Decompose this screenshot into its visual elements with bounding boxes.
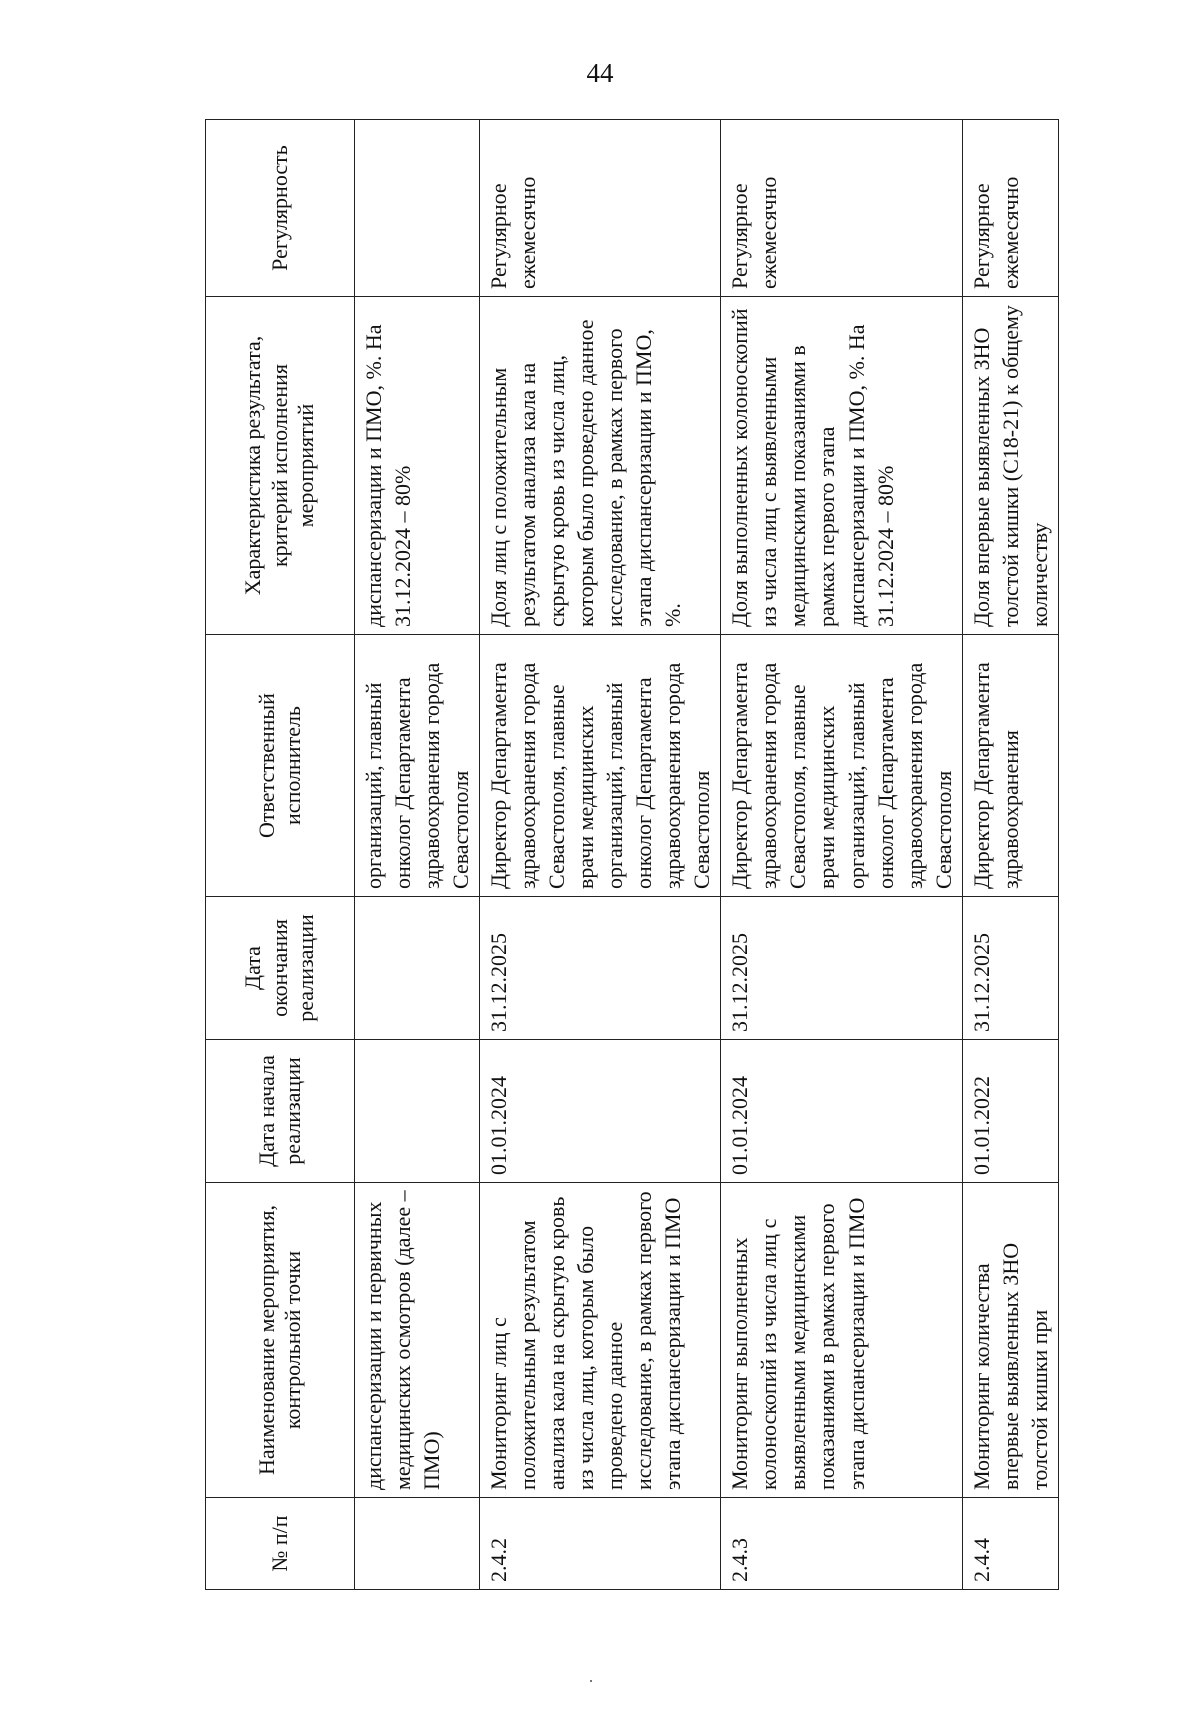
- header-result: Характеристика результата, критерий исполнения мероприятий: [206, 297, 355, 635]
- cell-number: 2.4.4: [962, 1498, 1058, 1590]
- cell-end-date: 31.12.2025: [721, 897, 962, 1040]
- cell-name: диспансеризации и первичных медицинских осмотров (далее – ПМО): [355, 1183, 480, 1498]
- cell-result: Доля лиц с положительным результатом анализа кала на скрытую кровь из числа лиц, которым было проведено данное исследование, в рамках первого этапа диспансеризации и ПМО, %.: [480, 297, 721, 635]
- cell-end-date: 31.12.2025: [480, 897, 721, 1040]
- cell-number: 2.4.3: [721, 1498, 962, 1590]
- table-row: [962, 120, 1058, 1590]
- cell-responsible: Директор Департамента здравоохранения: [962, 635, 1058, 897]
- table-header-row: [206, 120, 355, 1590]
- header-name: Наименование мероприятия, контрольной точки: [206, 1183, 355, 1498]
- table-row: [721, 120, 962, 1590]
- cell-number: [355, 1498, 480, 1590]
- cell-result: диспансеризации и ПМО, %. На 31.12.2024 – 80%: [355, 297, 480, 635]
- cell-result: Доля впервые выявленных ЗНО толстой кишки (С18-21) к общему количеству: [962, 297, 1058, 635]
- header-end-date: Дата окончания реализации: [206, 897, 355, 1040]
- cell-start-date: 01.01.2024: [721, 1040, 962, 1183]
- cell-start-date: [355, 1040, 480, 1183]
- cell-number: 2.4.2: [480, 1498, 721, 1590]
- cell-end-date: [355, 897, 480, 1040]
- scan-speck: [590, 1680, 592, 1682]
- cell-regularity: Регулярное ежемесячно: [480, 120, 721, 297]
- rotated-table-area: [205, 120, 1165, 1590]
- header-start-date: Дата начала реализации: [206, 1040, 355, 1183]
- cell-name: Мониторинг выполненных колоноскопий из числа лиц с выявленными медицинскими показаниями в рамках первого этапа диспансеризации и ПМО: [721, 1183, 962, 1498]
- cell-start-date: 01.01.2024: [480, 1040, 721, 1183]
- cell-regularity: [355, 120, 480, 297]
- header-responsible: Ответственный исполнитель: [206, 635, 355, 897]
- cell-responsible: Директор Департамента здравоохранения города Севастополя, главные врачи медицинских организаций, главный онколог Департамента здравоохранения города Севастополя: [480, 635, 721, 897]
- cell-responsible: организаций, главный онколог Департамента здравоохранения города Севастополя: [355, 635, 480, 897]
- cell-name: Мониторинг количества впервые выявленных ЗНО толстой кишки при: [962, 1183, 1058, 1498]
- cell-responsible: Директор Департамента здравоохранения города Севастополя, главные врачи медицинских организаций, главный онколог Департамента здравоохранения города Севастополя: [721, 635, 962, 897]
- cell-start-date: 01.01.2022: [962, 1040, 1058, 1183]
- measures-table: [205, 119, 1059, 1590]
- cell-regularity: Регулярное ежемесячно: [962, 120, 1058, 297]
- page-number: 44: [586, 58, 614, 88]
- rotated-table-container: [205, 120, 1165, 1590]
- header-regularity: Регулярность: [206, 120, 355, 297]
- cell-name: Мониторинг лиц с положительным результатом анализа кала на скрытую кровь из числа лиц, которым было проведено данное исследование, в рамках первого этапа диспансеризации и ПМО: [480, 1183, 721, 1498]
- table-row: [480, 120, 721, 1590]
- cell-result: Доля выполненных колоноскопий из числа лиц с выявленными медицинскими показаниями в рамках первого этапа диспансеризации и ПМО, %. На 31.12.2024 – 80%: [721, 297, 962, 635]
- table-row: [355, 120, 480, 1590]
- cell-end-date: 31.12.2025: [962, 897, 1058, 1040]
- cell-regularity: Регулярное ежемесячно: [721, 120, 962, 297]
- header-number: № п/п: [206, 1498, 355, 1590]
